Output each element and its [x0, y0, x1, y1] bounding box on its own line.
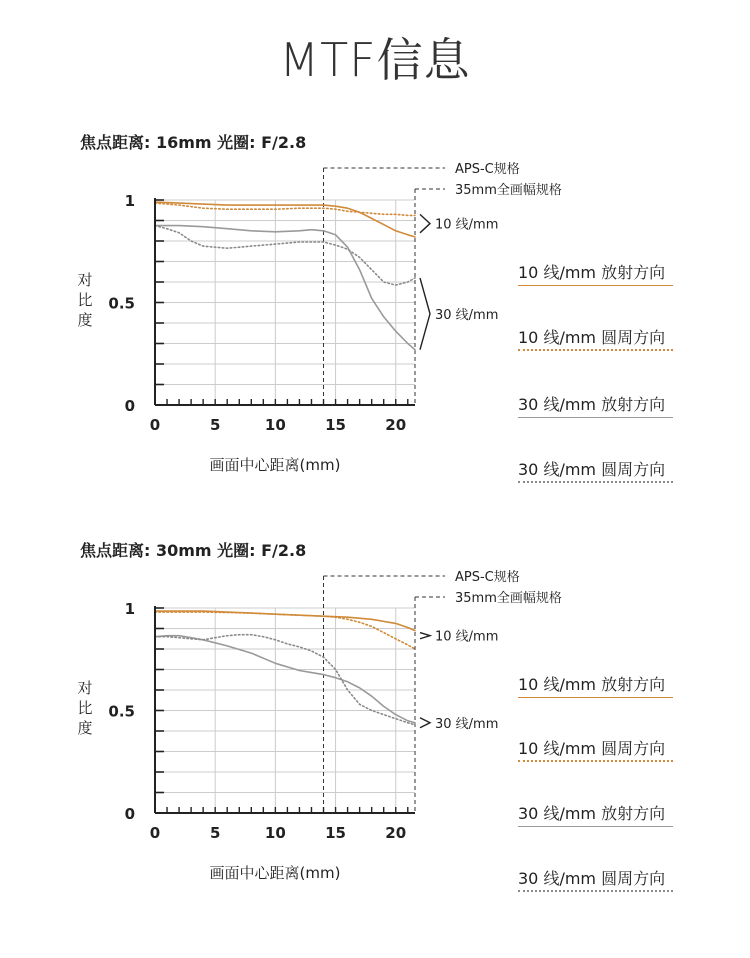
y-tick-label: 1	[124, 600, 135, 618]
y-axis-label: 比	[77, 699, 93, 717]
group-bracket	[420, 214, 430, 232]
x-tick-label: 0	[149, 416, 161, 434]
y-axis-label: 比	[77, 291, 93, 309]
legend-line	[518, 890, 673, 892]
boundary-label: 35mm全画幅规格	[455, 591, 562, 606]
legend-label: 30 线/mm 圆周方向	[518, 460, 666, 479]
legend-label: 10 线/mm 圆周方向	[518, 328, 666, 347]
legend-item	[518, 457, 673, 483]
x-tick-label: 0	[149, 824, 161, 842]
legend-line	[518, 349, 673, 351]
spec-label: 焦点距离: 30mm 光圈: F/2.8	[80, 541, 307, 560]
legend-line	[518, 826, 673, 827]
legend-line	[518, 481, 673, 483]
series-line	[155, 226, 415, 350]
legend-item	[518, 866, 673, 892]
group-label: 30 线/mm	[435, 307, 499, 323]
group-bracket	[420, 278, 430, 350]
y-axis-label: 对	[77, 679, 93, 697]
legend-label: 10 线/mm 圆周方向	[518, 739, 666, 758]
x-tick-label: 20	[385, 416, 407, 434]
y-tick-label: 1	[124, 192, 135, 210]
legend-item	[518, 672, 673, 698]
legend-line	[518, 417, 673, 418]
group-label: 30 线/mm	[435, 716, 499, 732]
boundary-label: APS-C规格	[455, 162, 520, 177]
series-line	[155, 635, 415, 725]
legend-item	[518, 392, 673, 418]
y-axis-label: 度	[77, 311, 93, 329]
legend-line	[518, 697, 673, 698]
x-tick-label: 10	[264, 416, 286, 434]
x-tick-label: 5	[209, 824, 221, 842]
boundary-label: APS-C规格	[455, 570, 520, 585]
x-tick-label: 5	[209, 416, 221, 434]
y-tick-label: 0.5	[108, 702, 135, 721]
page-title: MTF信息	[279, 33, 471, 87]
mtf-section-30mm	[0, 538, 750, 958]
x-axis-label: 画面中心距离(mm)	[209, 456, 341, 474]
x-tick-label: 20	[385, 824, 407, 842]
legend-label: 30 线/mm 圆周方向	[518, 869, 666, 888]
legend-item	[518, 325, 673, 351]
group-label: 10 线/mm	[435, 217, 499, 233]
series-line	[155, 226, 415, 286]
legend-line	[518, 285, 673, 286]
group-label: 10 线/mm	[435, 629, 499, 645]
group-bracket	[420, 633, 430, 639]
x-tick-label: 10	[264, 824, 286, 842]
legend-label: 30 线/mm 放射方向	[518, 804, 666, 823]
legend-label: 10 线/mm 放射方向	[518, 675, 666, 694]
legend-line	[518, 760, 673, 762]
legend-item	[518, 801, 673, 827]
mtf-section-16mm	[0, 130, 750, 550]
group-bracket	[420, 718, 430, 728]
x-tick-label: 15	[325, 824, 346, 842]
y-tick-label: 0.5	[108, 294, 135, 313]
legend-item	[518, 260, 673, 286]
legend-label: 30 线/mm 放射方向	[518, 395, 666, 414]
legend-item	[518, 736, 673, 762]
y-axis-label: 度	[77, 719, 93, 737]
x-tick-label: 15	[325, 416, 346, 434]
y-axis-label: 对	[77, 271, 93, 289]
boundary-label: 35mm全画幅规格	[455, 183, 562, 198]
y-tick-label: 0	[124, 805, 135, 823]
x-axis-label: 画面中心距离(mm)	[209, 864, 341, 882]
y-tick-label: 0	[124, 397, 135, 415]
legend-label: 10 线/mm 放射方向	[518, 263, 666, 282]
spec-label: 焦点距离: 16mm 光圈: F/2.8	[80, 133, 307, 152]
